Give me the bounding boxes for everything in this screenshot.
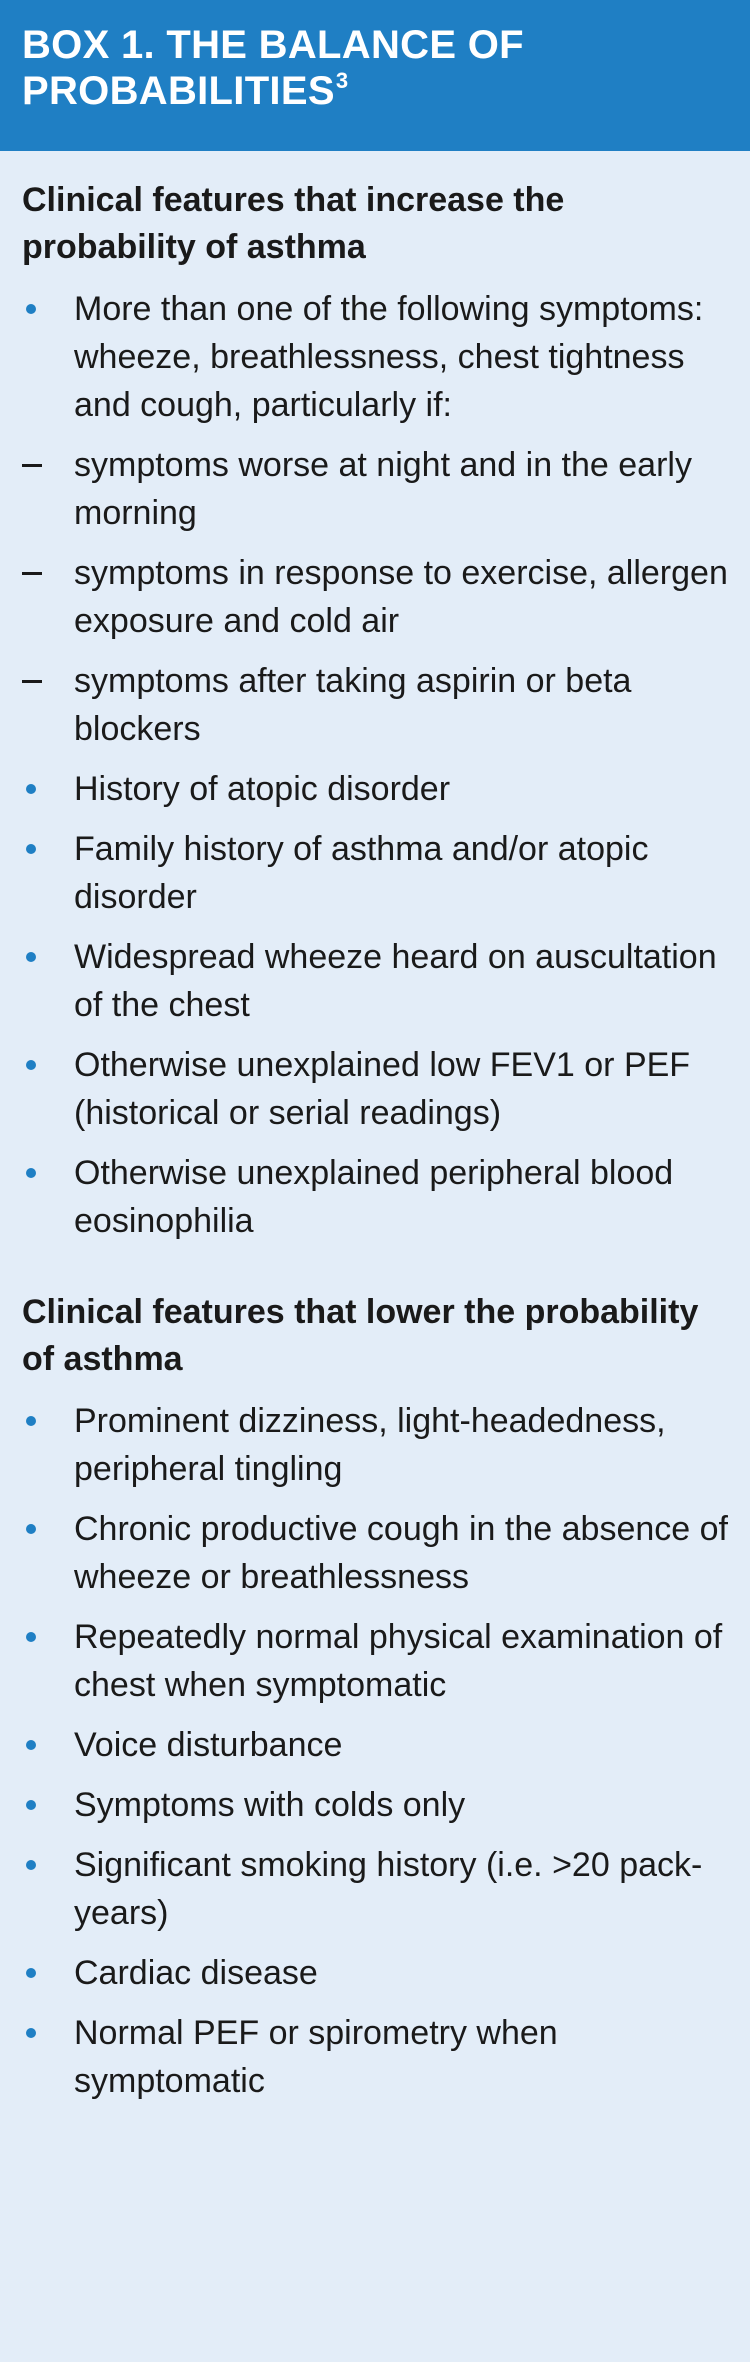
list-item-text: Repeatedly normal physical examination of chest when symptomatic xyxy=(74,1618,723,1704)
bullet-icon xyxy=(22,1949,62,1997)
dash-icon xyxy=(22,441,62,489)
list-item-text: symptoms in response to exercise, allergen exposure and cold air xyxy=(74,554,728,640)
box-title xyxy=(22,22,726,114)
list-item xyxy=(22,1841,728,1937)
list-item xyxy=(22,1949,728,1997)
list-item xyxy=(22,1721,728,1769)
bullet-icon xyxy=(22,1505,62,1553)
list-item xyxy=(22,2009,728,2105)
list-item-text: symptoms after taking aspirin or beta blockers xyxy=(74,662,632,748)
list-item-text: Significant smoking history (i.e. >20 pack-years) xyxy=(74,1846,703,1932)
list-item-text: Widespread wheeze heard on auscultation of the chest xyxy=(74,938,717,1024)
bullet-icon xyxy=(22,1397,62,1445)
section-lower xyxy=(22,1289,728,2105)
list-item xyxy=(22,441,728,537)
list-item xyxy=(22,1781,728,1829)
list-item-text: Prominent dizziness, light-headedness, peripheral tingling xyxy=(74,1402,666,1488)
bullet-icon xyxy=(22,933,62,981)
bullet-icon xyxy=(22,825,62,873)
list-item-text: Family history of asthma and/or atopic disorder xyxy=(74,830,649,916)
list-item-text: Cardiac disease xyxy=(74,1954,318,1992)
increase-list xyxy=(22,285,728,1245)
list-item xyxy=(22,933,728,1029)
list-item xyxy=(22,657,728,753)
list-item-text: Chronic productive cough in the absence of wheeze or breathlessness xyxy=(74,1510,728,1596)
bullet-icon xyxy=(22,2009,62,2057)
section-heading-increase: Clinical features that increase the probability of asthma xyxy=(22,181,565,266)
list-item-text: Symptoms with colds only xyxy=(74,1786,466,1824)
list-item-text: Otherwise unexplained low FEV1 or PEF (historical or serial readings) xyxy=(74,1046,691,1132)
bullet-icon xyxy=(22,1041,62,1089)
box-body xyxy=(0,151,750,2105)
lower-list xyxy=(22,1397,728,2105)
list-item-text: History of atopic disorder xyxy=(74,770,451,808)
bullet-icon xyxy=(22,1721,62,1769)
list-item-text: symptoms worse at night and in the early morning xyxy=(74,446,692,532)
section-increase xyxy=(22,177,728,1245)
list-item xyxy=(22,1505,728,1601)
list-item-text: Normal PEF or spirometry when symptomatic xyxy=(74,2014,558,2100)
list-item xyxy=(22,1397,728,1493)
list-item-text: More than one of the following symptoms: wheeze, breathlessness, chest tightness and cough, particularly if: xyxy=(74,290,704,424)
bullet-icon xyxy=(22,1781,62,1829)
bullet-icon xyxy=(22,285,62,333)
list-item xyxy=(22,1149,728,1245)
box-title-reference: 3 xyxy=(335,68,349,93)
dash-icon xyxy=(22,657,62,705)
box-header xyxy=(0,0,750,151)
bullet-icon xyxy=(22,1149,62,1197)
bullet-icon xyxy=(22,765,62,813)
bullet-icon xyxy=(22,1613,62,1661)
list-item-text: Voice disturbance xyxy=(74,1726,343,1764)
box-title-text: BOX 1. THE BALANCE OF PROBABILITIES xyxy=(22,23,524,113)
list-item xyxy=(22,549,728,645)
list-item-text: Otherwise unexplained peripheral blood eosinophilia xyxy=(74,1154,674,1240)
dash-icon xyxy=(22,549,62,597)
section-heading-lower: Clinical features that lower the probability of asthma xyxy=(22,1293,699,1378)
list-item xyxy=(22,285,728,429)
list-item xyxy=(22,765,728,813)
bullet-icon xyxy=(22,1841,62,1889)
list-item xyxy=(22,1041,728,1137)
list-item xyxy=(22,1613,728,1709)
list-item xyxy=(22,825,728,921)
